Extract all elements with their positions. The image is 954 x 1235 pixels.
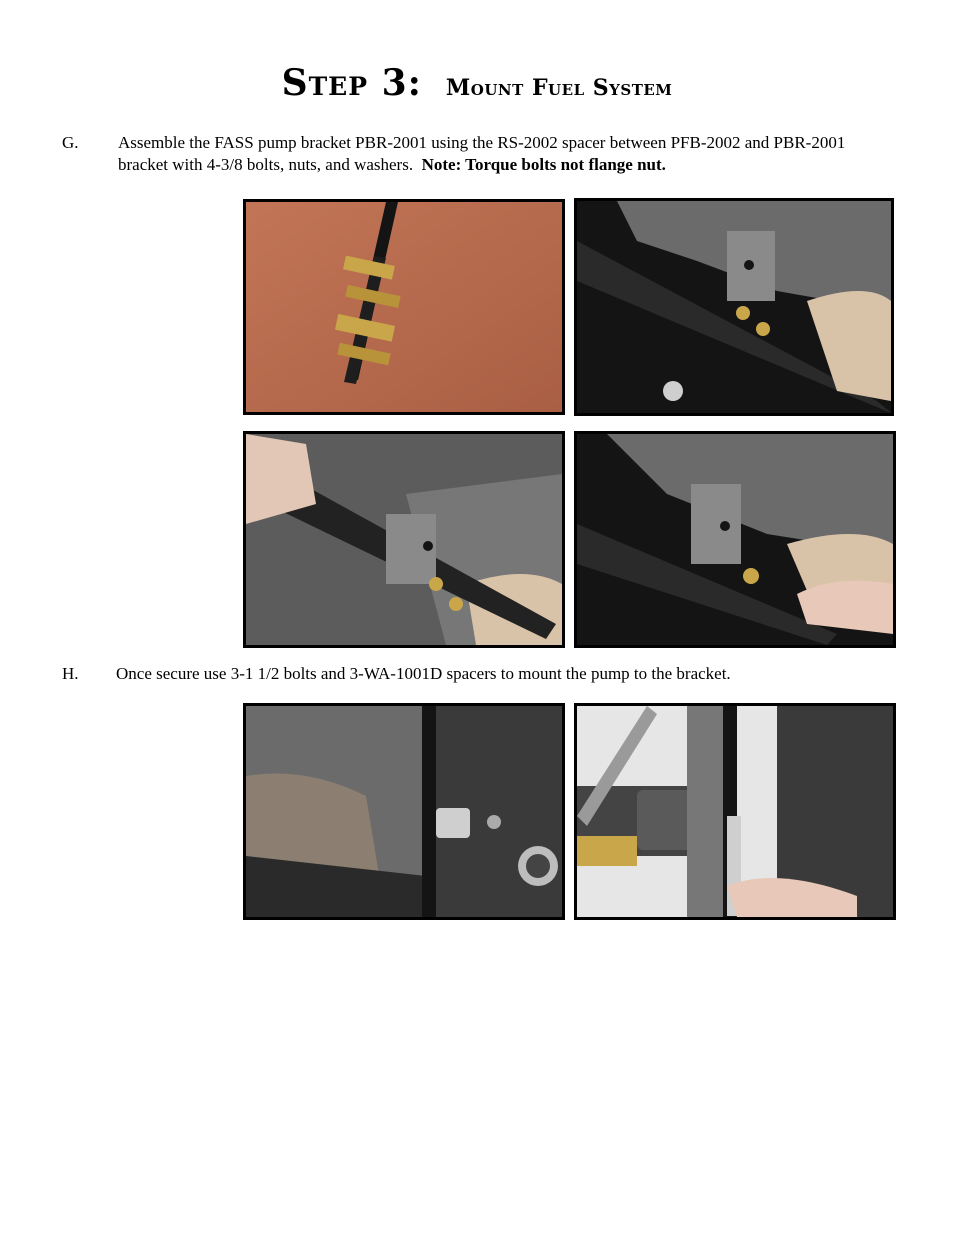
photo-bracket-tighten: [574, 431, 896, 648]
instruction-body: Once secure use 3-1 1/2 bolts and 3-WA-1001D spacers to mount the pump to the bracket.: [116, 664, 731, 683]
instruction-marker: G.: [62, 133, 79, 152]
step-title: Mount Fuel System: [445, 75, 673, 101]
instruction-h: [62, 663, 898, 687]
photo-pump-wrench: [574, 703, 896, 920]
instruction-marker: H.: [62, 664, 79, 683]
step-label: Step 3:: [281, 62, 422, 104]
photo-bracket-installed-1: [574, 198, 894, 416]
instruction-g: [62, 132, 898, 178]
instruction-text: [116, 663, 896, 685]
photo-bracket-assembly: [243, 199, 565, 415]
instruction-body: Assemble the FASS pump bracket PBR-2001 using the RS-2002 spacer between PFB-2002 and PBR-2001 bracket with 4-3/8 bolts, nuts, and washers.: [118, 133, 846, 174]
page-title: [0, 62, 954, 104]
instruction-note: Note: Torque bolts not flange nut.: [421, 155, 666, 174]
instruction-text: [118, 132, 898, 176]
photo-bracket-hand: [243, 431, 565, 648]
photo-pump-mount: [243, 703, 565, 920]
